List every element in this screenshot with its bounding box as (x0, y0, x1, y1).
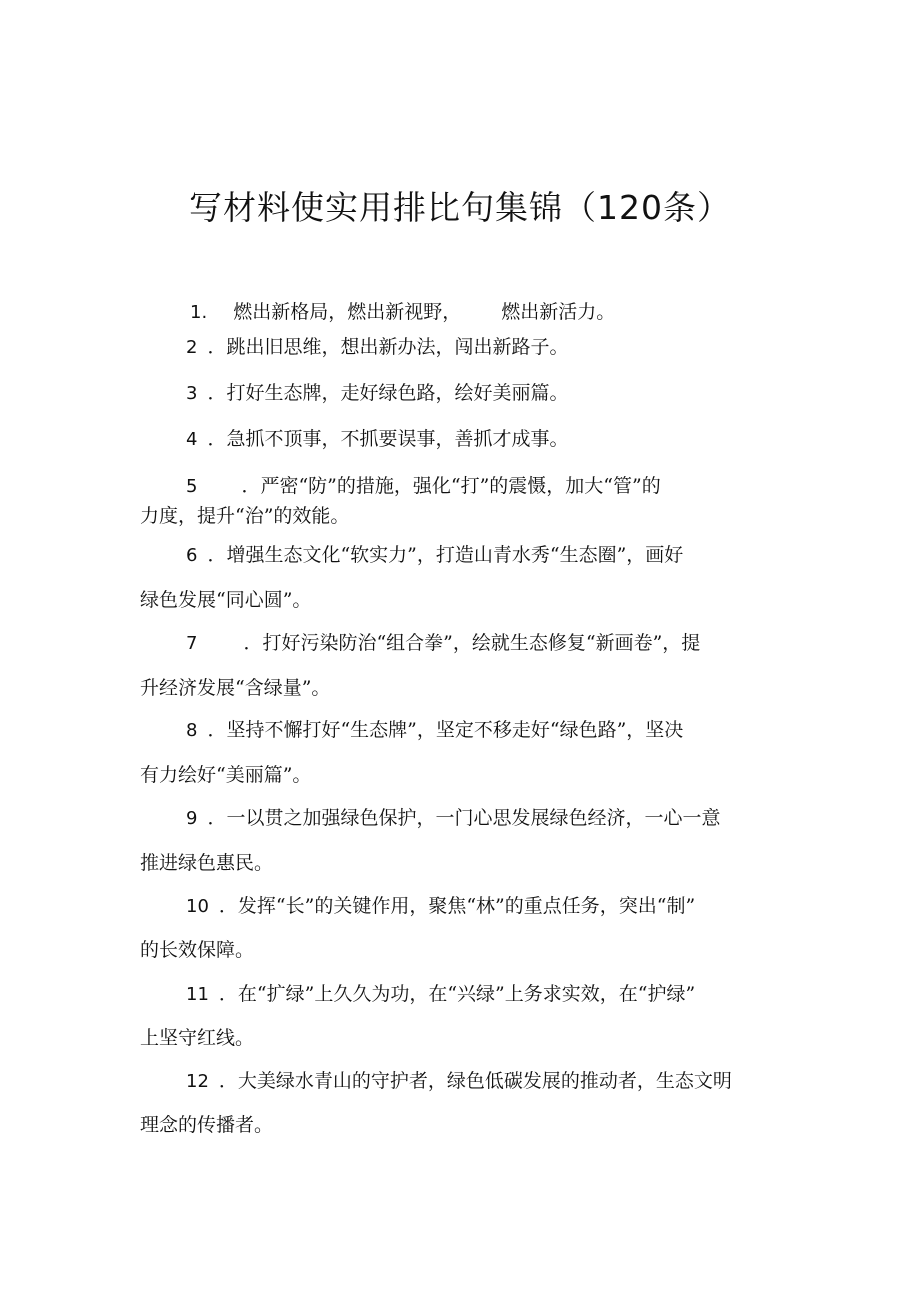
list-item-11 (186, 982, 695, 1007)
list-item-11-continuation (140, 1026, 254, 1050)
list-item-5 (186, 474, 661, 499)
item-text: 的长效保障。 (140, 939, 255, 961)
list-item-7-continuation (140, 676, 330, 700)
item-text: ．急抓不顶事，不抓要误事，善抓才成事。 (207, 428, 569, 450)
item-number: 12 (186, 1071, 209, 1092)
item-number: 8 (186, 720, 198, 741)
item-number: 2 (186, 337, 198, 358)
list-item-10 (186, 894, 695, 919)
list-item-10-continuation (140, 938, 254, 962)
item-text: 升经济发展“含绿量”。 (140, 677, 331, 699)
item-text: ．严密“防”的措施，强化“打”的震慑，加大“管”的 (241, 475, 661, 497)
item-text: ．发挥“长”的关键作用，聚焦“林”的重点任务，突出“制” (218, 895, 696, 917)
item-text: 燃出新活力。 (501, 301, 616, 323)
item-number: 11 (186, 984, 209, 1005)
list-item-8-continuation (140, 763, 311, 787)
page-title: 写材料使实用排比句集锦（120条） (189, 188, 731, 227)
item-text: ．跳出旧思维，想出新办法，闯出新路子。 (207, 336, 569, 358)
item-number: 1. (190, 302, 208, 323)
item-text: ．打好污染防治“组合拳”，绘就生态修复“新画卷”，提 (243, 632, 701, 654)
item-number: 4 (186, 429, 198, 450)
list-item-7 (186, 631, 700, 656)
item-text: ．一以贯之加强绿色保护，一门心思发展绿色经济，一心一意 (207, 807, 721, 829)
item-text: ．打好生态牌，走好绿色路，绘好美丽篇。 (207, 382, 569, 404)
item-text: 上坚守红线。 (140, 1027, 255, 1049)
item-text: ．大美绿水青山的守护者，绿色低碳发展的推动者，生态文明 (218, 1070, 732, 1092)
list-item-9-continuation (140, 851, 273, 875)
item-number: 9 (186, 808, 198, 829)
item-text: 推进绿色惠民。 (140, 852, 274, 874)
item-text: 燃出新格局，燃出新视野， (233, 301, 462, 323)
list-item-2 (186, 335, 568, 360)
list-item-12-continuation (140, 1113, 273, 1137)
item-text: ．在“扩绿”上久久为功，在“兴绿”上务求实效，在“护绿” (218, 983, 696, 1005)
item-number: 6 (186, 545, 198, 566)
list-item-3 (186, 381, 568, 406)
item-number: 7 (186, 633, 198, 654)
item-number: 3 (186, 383, 198, 404)
item-number: 5 (186, 476, 198, 497)
list-item-4 (186, 427, 568, 452)
list-item-12 (186, 1069, 732, 1094)
item-text: 理念的传播者。 (140, 1114, 274, 1136)
list-item-6 (186, 543, 683, 568)
list-item-6-continuation (140, 588, 311, 612)
item-text: 有力绘好“美丽篇”。 (140, 764, 312, 786)
item-text: 绿色发展“同心圆”。 (140, 589, 312, 611)
item-text: ．增强生态文化“软实力”，打造山青水秀“生态圈”，画好 (207, 544, 684, 566)
list-item-5-continuation (140, 504, 349, 528)
item-text: 力度，提升“治”的效能。 (140, 505, 350, 527)
list-item-8 (186, 718, 683, 743)
item-text: ．坚持不懈打好“生态牌”，坚定不移走好“绿色路”，坚决 (207, 719, 684, 741)
list-item-1 (190, 300, 615, 325)
list-item-9 (186, 806, 720, 831)
item-number: 10 (186, 896, 209, 917)
